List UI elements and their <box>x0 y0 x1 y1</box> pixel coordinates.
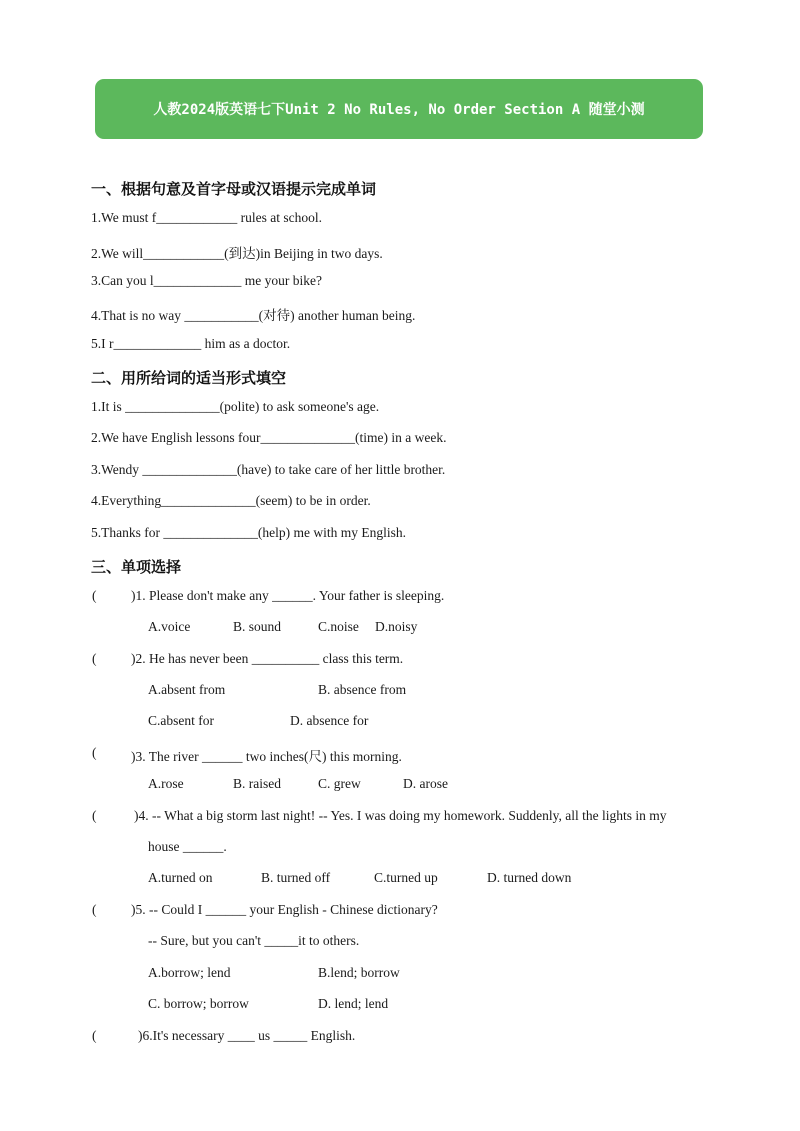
q1-stem: )1. Please don't make any ______. Your father is sleeping. <box>131 588 445 603</box>
q1-paren: ( <box>92 588 97 603</box>
title-banner <box>95 79 703 139</box>
q2-stem: )2. He has never been __________ class this term. <box>131 651 404 666</box>
s1-item-4: 4.That is no way ___________(对待) another human being. <box>91 308 416 323</box>
q2-paren: ( <box>92 651 97 666</box>
q3-option-a: A.rose <box>148 776 184 791</box>
s2-item-4: 4.Everything______________(seem) to be in order. <box>91 493 371 508</box>
q2-option-b: B. absence from <box>318 682 407 697</box>
q3-option-d: D. arose <box>403 776 448 791</box>
q3-option-c: C. grew <box>318 776 361 791</box>
q5-stem: )5. -- Could I ______ your English - Chinese dictionary? <box>131 902 438 917</box>
s1-item-5: 5.I r_____________ him as a doctor. <box>91 336 291 351</box>
q3-stem: )3. The river ______ two inches(尺) this morning. <box>131 749 402 764</box>
q2-option-c: C.absent for <box>148 713 214 728</box>
q2-option-d: D. absence for <box>290 713 369 728</box>
q4-paren: ( <box>92 808 97 823</box>
section-1-heading: 一、根据句意及首字母或汉语提示完成单词 <box>91 180 377 198</box>
q1-option-b: B. sound <box>233 619 282 634</box>
q4-option-b: B. turned off <box>261 870 331 885</box>
q3-paren: ( <box>92 745 97 760</box>
s2-item-1: 1.It is ______________(polite) to ask someone's age. <box>91 399 380 414</box>
q4-stem-cont: house ______. <box>148 839 227 854</box>
q6-stem: )6.It's necessary ____ us _____ English. <box>138 1028 356 1043</box>
s2-item-3: 3.Wendy ______________(have) to take care of her little brother. <box>91 462 446 477</box>
page-title: 人教2024版英语七下Unit 2 No Rules, No Order Section A 随堂小测 <box>153 102 645 118</box>
q6-paren: ( <box>92 1028 97 1043</box>
q1-option-d: D.noisy <box>375 619 418 634</box>
q1-option-c: C.noise <box>318 619 359 634</box>
s1-item-1: 1.We must f____________ rules at school. <box>91 210 323 225</box>
q3-option-b: B. raised <box>233 776 281 791</box>
section-2-heading: 二、用所给词的适当形式填空 <box>91 369 287 387</box>
q4-option-c: C.turned up <box>374 870 438 885</box>
section-3-heading: 三、单项选择 <box>91 558 182 576</box>
q5-option-d: D. lend; lend <box>318 996 389 1011</box>
q5-option-c: C. borrow; borrow <box>148 996 249 1011</box>
q1-option-a: A.voice <box>148 619 191 634</box>
q4-stem: )4. -- What a big storm last night! -- Yes. I was doing my homework. Suddenly, all the lights in my <box>134 808 667 823</box>
s2-item-2: 2.We have English lessons four______________(time) in a week. <box>91 430 447 445</box>
q5-option-b: B.lend; borrow <box>318 965 400 980</box>
s1-item-3: 3.Can you l_____________ me your bike? <box>91 273 322 288</box>
s2-item-5: 5.Thanks for ______________(help) me with my English. <box>91 525 406 540</box>
q5-paren: ( <box>92 902 97 917</box>
q5-stem-cont: -- Sure, but you can't _____it to others. <box>148 933 360 948</box>
q4-option-a: A.turned on <box>148 870 213 885</box>
q2-option-a: A.absent from <box>148 682 226 697</box>
s1-item-2: 2.We will____________(到达)in Beijing in two days. <box>91 246 383 261</box>
q5-option-a: A.borrow; lend <box>148 965 231 980</box>
q4-option-d: D. turned down <box>487 870 572 885</box>
